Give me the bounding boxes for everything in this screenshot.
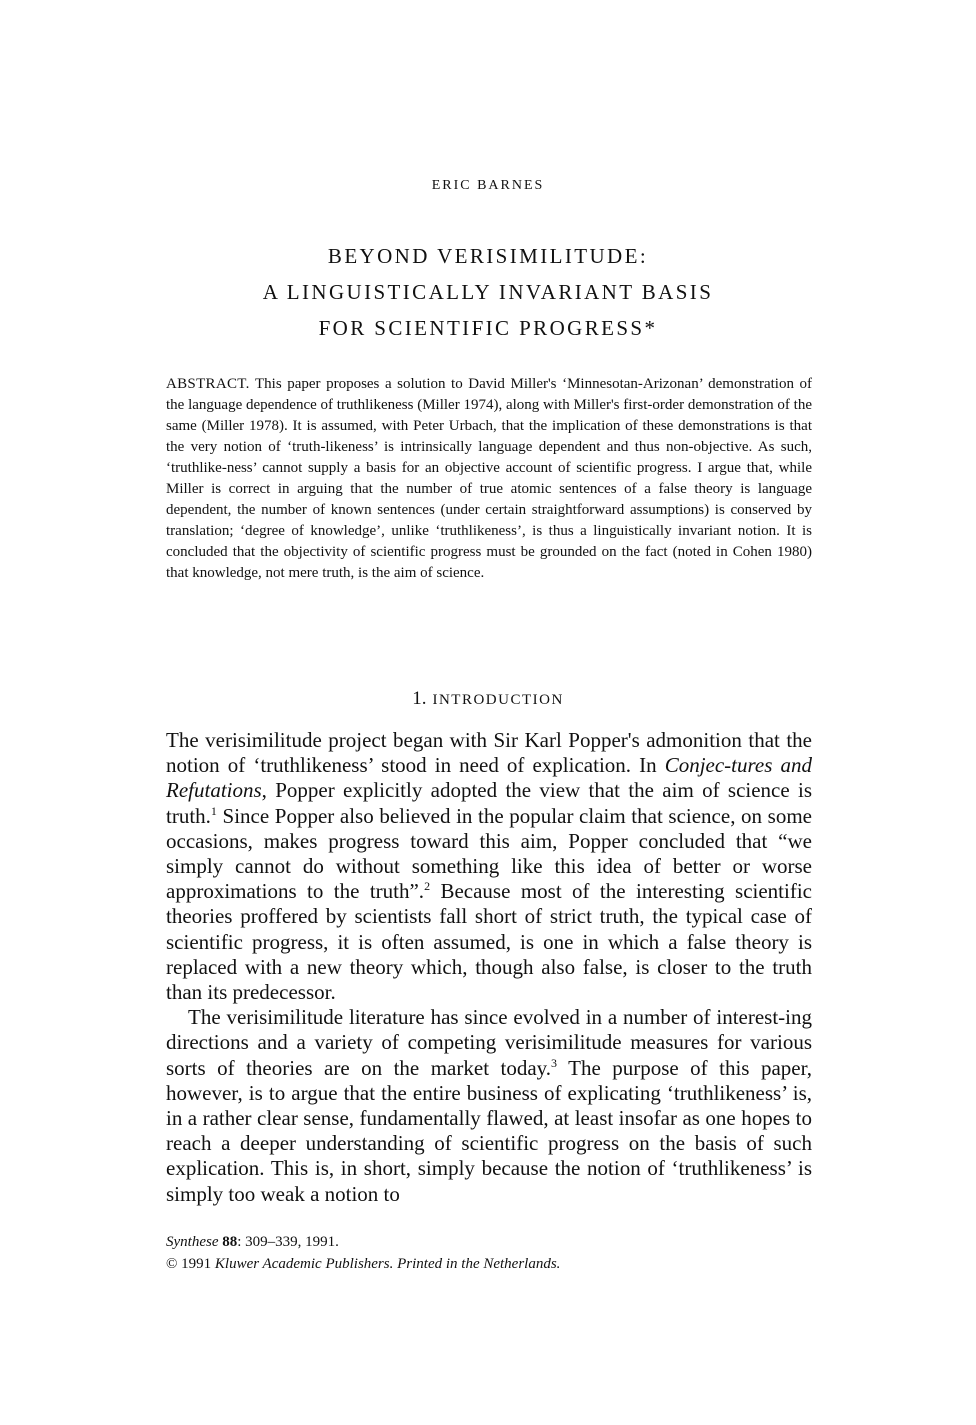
footnote-ref-2[interactable]: 2 — [424, 879, 431, 894]
section-number: 1. — [412, 688, 427, 709]
abstract — [166, 374, 812, 584]
copyright-line — [166, 1253, 812, 1275]
body-text-run: Because most of the interesting scientific theories proffered by scientists fall short of strict truth, the typical case of scientific progress, it is often assumed, is one in which a false theory is replaced with a new theory which, though also false, is closer to the truth than its predecessor. — [166, 879, 812, 1005]
title-line-1: BEYOND VERISIMILITUDE: — [327, 244, 649, 268]
publisher-name: Kluwer Academic Publishers. Printed in the Netherlands. — [214, 1256, 561, 1272]
section-title: INTRODUCTION — [432, 692, 564, 708]
title-line-2: A LINGUISTICALLY INVARIANT BASIS — [262, 280, 714, 304]
paper-title — [0, 238, 976, 346]
author-name: ERIC BARNES — [431, 178, 545, 193]
title-line-3: FOR SCIENTIFIC PROGRESS* — [318, 316, 658, 340]
body-text-run: The verisimilitude project began with Sir Karl Popper's admonition that the notion of ‘truthlikeness’ stood in need of explication. In — [166, 728, 812, 778]
abstract-label: ABSTRACT. — [166, 376, 250, 392]
body-text — [166, 728, 812, 1207]
body-text-run: Since Popper also believed in the popular claim that science, on some occasions, makes progress toward this aim, Popper concluded that “we simply cannot do without something like this idea of better or worse approximations to the truth”. — [166, 803, 812, 904]
body-text-run: The verisimilitude literature has since evolved in a number of interest-ing directions and a variety of competing verisimilitude measures for various sorts of theories are on the market today. — [166, 1005, 812, 1080]
body-paragraph-1 — [166, 728, 812, 1005]
section-heading — [0, 688, 976, 710]
footnote-ref-1[interactable]: 1 — [210, 803, 217, 818]
book-title-italic: Conjec-tures and Refutations — [166, 753, 812, 803]
copyright-notice: © 1991 — [166, 1256, 212, 1272]
body-text-run: , Popper explicitly adopted the view that the aim of science is truth. — [166, 778, 812, 828]
abstract-text: This paper proposes a solution to David Miller's ‘Minnesotan-Arizonan’ demonstration of the language dependence of truthlikeness (Miller 1974), along with Miller's first-order demonstration of the same (Miller 1978). It is assumed, with Peter Urbach, that the implication of these demonstrations is that the very notion of ‘truth-likeness’ is intrinsically language dependent and thus non-objective. As such, ‘truthlike-ness’ cannot supply a basis for an objective account of scientific progress. I argue that, while Miller is correct in arguing that the number of true atomic sentences of a false theory is language dependent, the number of known sentences (under certain straightforward assumptions) is conserved by translation; ‘degree of knowledge’, unlike ‘truthlikeness’, is thus a linguistically invariant notion. It is concluded that the objectivity of scientific progress must be grounded on the fact (noted in Cohen 1980) that knowledge, not mere truth, is the aim of science. — [166, 376, 813, 581]
citation-line — [166, 1231, 812, 1253]
journal-volume: 88 — [222, 1234, 238, 1250]
citation-footer — [166, 1231, 812, 1275]
footnote-ref-3[interactable]: 3 — [551, 1055, 558, 1070]
body-paragraph-2 — [166, 1005, 812, 1207]
journal-pages: : 309–339, 1991. — [237, 1234, 339, 1250]
body-text-run: The purpose of this paper, however, is to argue that the entire business of explicating ‘truthlikeness’ is, in a rather clear sense, fundamentally flawed, at least insofar as one hopes to reach a deeper understanding of scientific progress on the basis of such explication. This is, in short, simply because the notion of ‘truthlikeness’ is simply too weak a notion to — [166, 1055, 812, 1206]
journal-name: Synthese — [166, 1234, 219, 1250]
